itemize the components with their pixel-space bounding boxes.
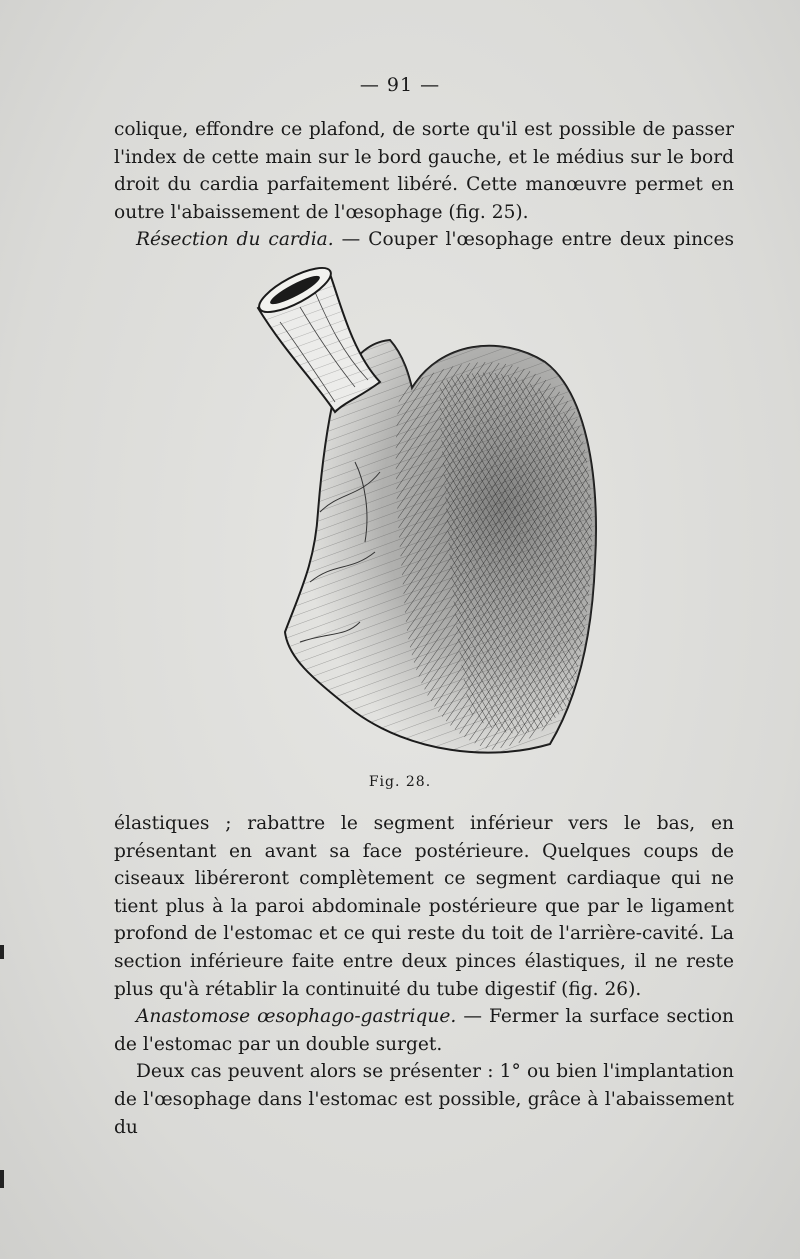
margin-mark [0, 1170, 4, 1188]
figure-caption: Fig. 28. [368, 774, 432, 790]
stomach-drawing [240, 262, 610, 762]
paragraph: élastiques ; rabattre le segment inférieur vers le bas, en présentant en avant sa face postérieure. Quelques coups de ciseaux libéreront complètement ce segment cardiaque qui ne tient plus à la paroi abdominale postérieure que par le ligament profond de l'estomac et ce qui reste du toit de l'arrière-cavité. La section inférieure faite entre deux pinces élastiques, il ne reste plus qu'à rétablir la continuité du tube digestif (fig. 26). [114, 813, 734, 1000]
margin-mark [0, 945, 4, 959]
section-heading: Résection du cardia. [136, 229, 334, 251]
section-heading: Anastomose œsophago-gastrique. [136, 1006, 457, 1028]
paragraph: Deux cas peuvent alors se présenter : 1° ou bien l'implantation de l'œsophage dans l'estomac est possible, grâce à l'abaissement du [114, 1061, 734, 1138]
figure-stomach-illustration [240, 262, 610, 762]
section-text: — Fermer la surface section de l'estomac par un double surget. [114, 1006, 734, 1055]
paragraph-section-heading [114, 1003, 734, 1058]
text-block-top [114, 116, 734, 254]
page-number: — 91 — [359, 74, 441, 96]
paragraph-section-heading [114, 226, 734, 254]
section-text: — Couper l'œsophage entre deux pinces [333, 229, 735, 251]
paragraph: colique, effondre ce plafond, de sorte qu'il est possible de passer l'index de cette main sur le bord gauche, et le médius sur le bord droit du cardia parfaitement libéré. Cette manœuvre permet en outre l'abaissement de l'œsophage (fig. 25). [114, 119, 734, 223]
text-block-bottom [114, 810, 734, 1141]
